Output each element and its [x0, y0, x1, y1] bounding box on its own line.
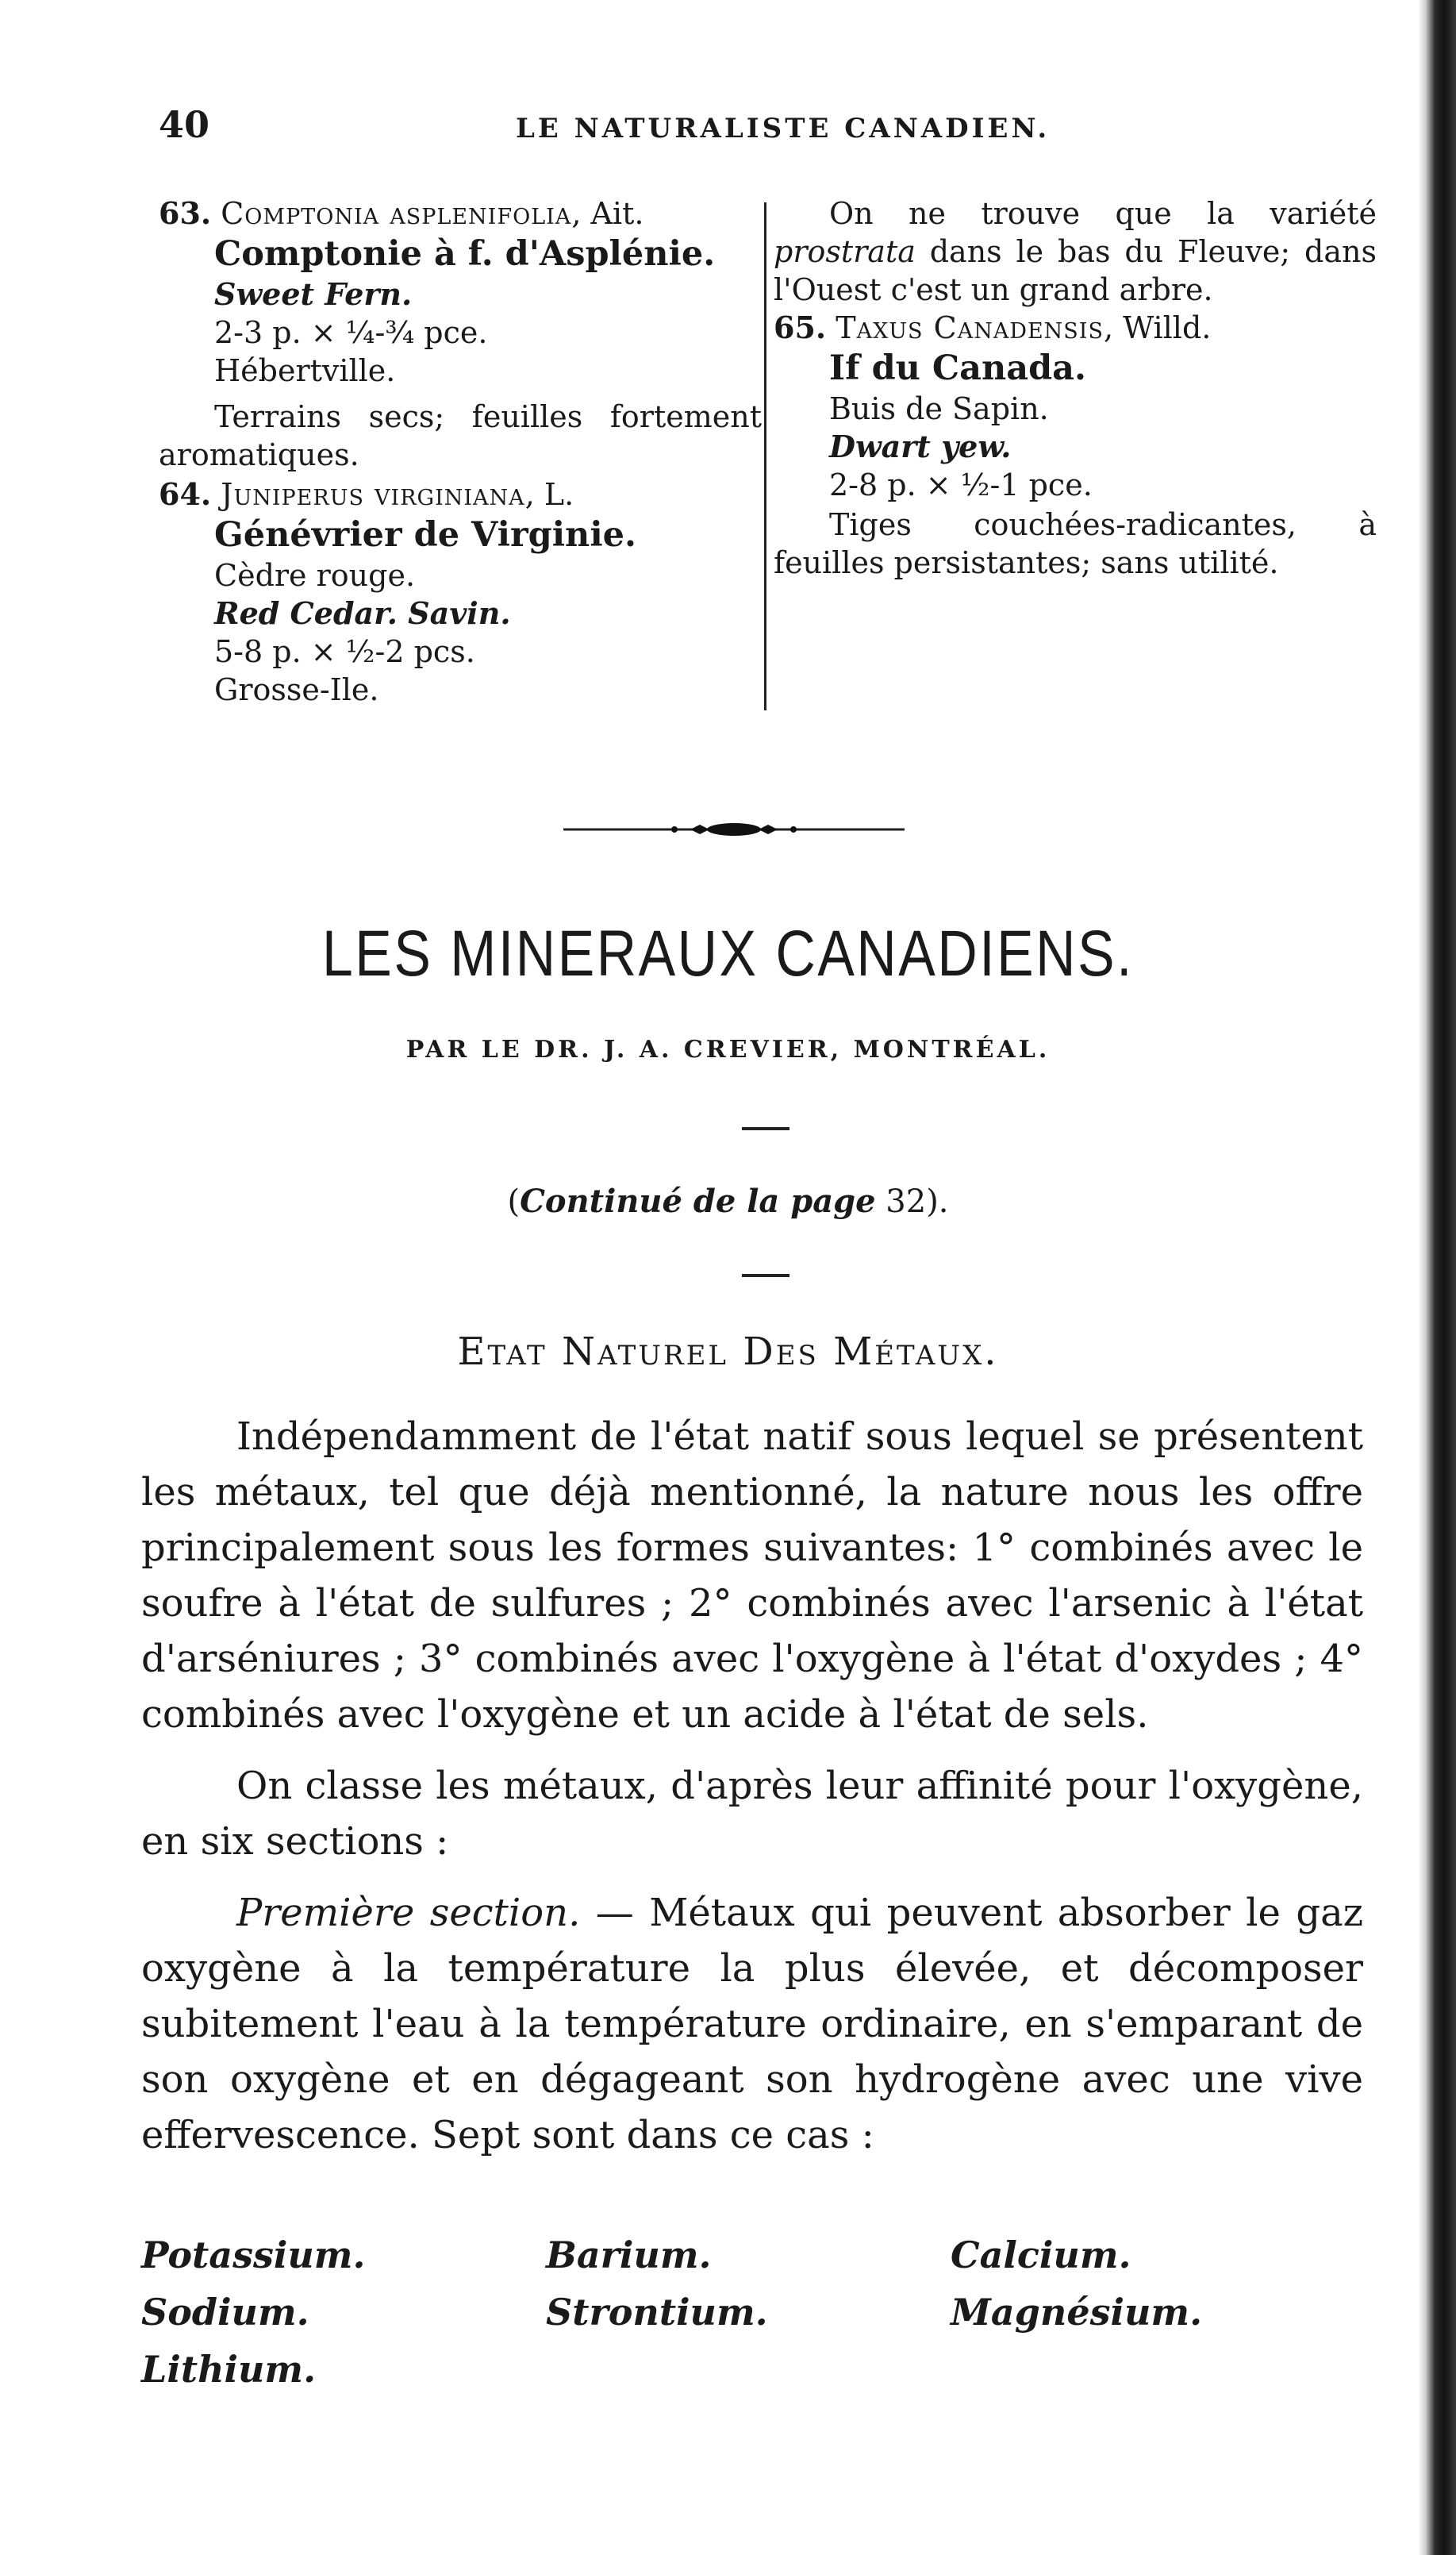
species-name: Taxus Canadensis [836, 310, 1104, 345]
article-byline: PAR LE DR. J. A. CREVIER, MONTRÉAL. [405, 1036, 1051, 1064]
column-divider [764, 202, 766, 710]
metal-name: Sodium. [141, 2291, 309, 2334]
metal-name: Strontium. [546, 2291, 768, 2334]
page-header [159, 103, 1349, 159]
french-name: If du Canada. [829, 348, 1086, 388]
section-heading: Etat Naturel Des Métaux. [457, 1329, 999, 1374]
entry-number: 63. [159, 195, 212, 231]
habitat-note: Tiges couchées-radicantes, à feuilles persistantes; sans utilité. [774, 507, 1377, 580]
section-divider-ornament [563, 814, 905, 845]
paragraph [141, 1885, 1363, 2163]
variety-name: prostrata [774, 234, 916, 269]
entry-number: 64. [159, 476, 212, 512]
size: 2-8 p. × ½-1 pce. [829, 468, 1093, 502]
english-name: Dwart yew. [829, 429, 1012, 464]
metal-name: Potassium. [141, 2234, 366, 2276]
scientific-name [159, 194, 762, 233]
paragraph: Indépendamment de l'état natif sous lequel se présentent les métaux, tel que déjà mentionné, la nature nous les offre principalement sous les formes suivantes: 1° combinés avec le soufre à l'état de sulfures ; 2° combinés avec l'arsenic à l'état d'arséniures ; 3° combinés avec l'oxygène à l'état d'oxydes ; 4° combinés avec l'oxygène et un acide à l'état de sels. [141, 1414, 1363, 1737]
common-name: Buis de Sapin. [829, 391, 1049, 426]
french-name: Génévrier de Virginie. [214, 515, 636, 555]
divider-dash [742, 1274, 789, 1277]
running-head: LE NATURALISTE CANADIEN. [516, 113, 1051, 144]
entry-64 [159, 475, 762, 709]
paragraph: On classe les métaux, d'après leur affinité pour l'oxygène, en six sections : [141, 1764, 1363, 1864]
continued-note [774, 194, 1377, 309]
french-name: Comptonie à f. d'Asplénie. [214, 234, 716, 274]
species-name: Comptonia asplenifolia [221, 196, 572, 231]
metal-name: Magnésium. [951, 2291, 1203, 2334]
size: 2-3 p. × ¼-¾ pce. [214, 315, 488, 350]
habitat-note: Terrains secs; feuilles fortement aromatiques. [159, 399, 762, 472]
english-name: Sweet Fern. [214, 276, 413, 312]
entry-63 [159, 194, 762, 474]
entry-65 [774, 309, 1377, 582]
note-text: On ne trouve que la variété [829, 196, 1377, 231]
continued-note [0, 1183, 1456, 1220]
paren: ( [507, 1183, 521, 1220]
metal-name: Calcium. [951, 2234, 1131, 2276]
common-name: Cèdre rouge. [214, 558, 416, 593]
english-name: Red Cedar. Savin. [214, 595, 511, 631]
metal-name: Barium. [546, 2234, 712, 2276]
scientific-name [159, 475, 762, 514]
paragraph-text: — Métaux qui peuvent absorber le gaz oxygène à la température la plus élevée, et décomposer subitement l'eau à la température ordinaire, en s'emparant de son oxygène et en dégageant son hydrogène avec une vive effervescence. Sept sont dans ce cas : [141, 1891, 1363, 2157]
divider-dash [742, 1127, 789, 1130]
author: , L. [524, 477, 574, 512]
author: , Ait. [571, 196, 644, 231]
continued-label: Continué de la page [520, 1183, 876, 1220]
right-column [774, 194, 1377, 583]
page-number: 40 [159, 103, 210, 146]
page-binding-edge [1418, 0, 1456, 2555]
continued-page: 32). [875, 1183, 949, 1220]
metal-name: Lithium. [141, 2348, 317, 2391]
left-column [159, 194, 762, 710]
article-body [141, 1409, 1363, 2179]
article-title: LES MINERAUX CANADIENS. [321, 918, 1135, 990]
author: , Willd. [1103, 310, 1212, 345]
entry-number: 65. [774, 310, 827, 345]
section-label: Première section. [236, 1891, 581, 1935]
scientific-name [774, 309, 1377, 347]
species-name: Juniperus virginiana [221, 477, 525, 512]
size: 5-8 p. × ½-2 pcs. [214, 634, 475, 669]
locality: Hébertville. [214, 353, 396, 388]
locality: Grosse-Ile. [214, 672, 379, 707]
note-text: dans le bas du Fleuve; dans l'Ouest c'est un grand arbre. [774, 234, 1377, 307]
